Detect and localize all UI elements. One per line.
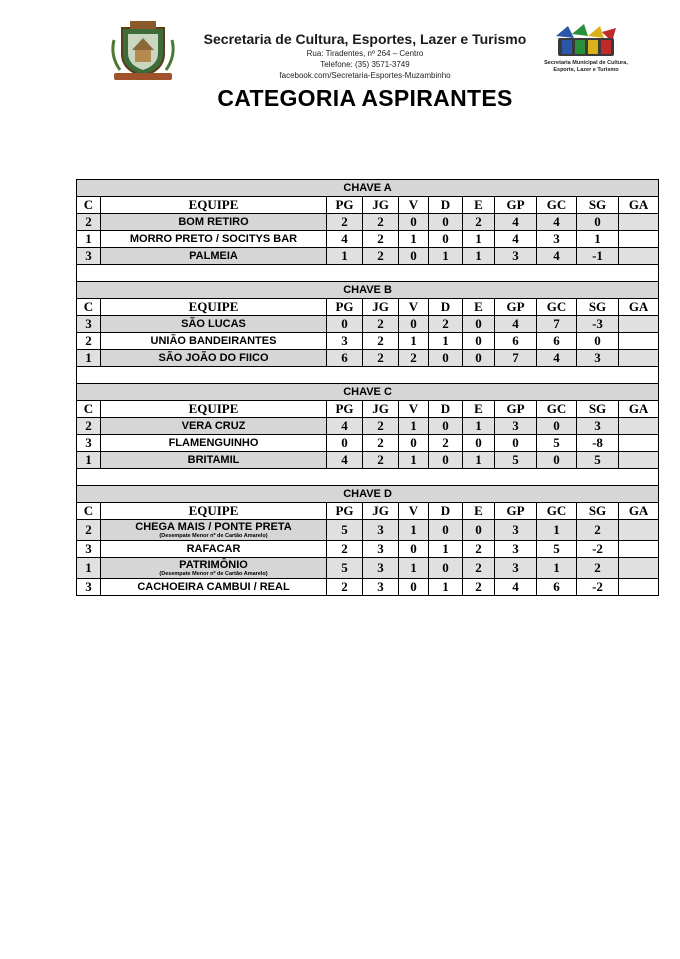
cell-e: 2 <box>463 579 495 596</box>
cell-gc: 5 <box>537 435 577 452</box>
team-row <box>77 350 659 367</box>
cell-d: 1 <box>429 541 463 558</box>
team-name: VERA CRUZ <box>181 420 246 432</box>
column-header-e: E <box>463 197 495 214</box>
column-header-jg: JG <box>363 197 399 214</box>
column-header-pg: PG <box>327 503 363 520</box>
team-row <box>77 316 659 333</box>
cell-d: 1 <box>429 579 463 596</box>
secretariat-logo-caption: Secretaria Municipal de Cultura, Esporte, Lazer e Turismo <box>544 60 628 73</box>
cell-ga <box>619 248 659 265</box>
cell-pg: 2 <box>327 541 363 558</box>
team-name-cell <box>101 435 327 452</box>
cell-c: 2 <box>77 520 101 541</box>
cell-gc: 6 <box>537 579 577 596</box>
cell-jg: 2 <box>363 435 399 452</box>
team-name-cell <box>101 231 327 248</box>
team-name-cell <box>101 541 327 558</box>
group-name: CHAVE A <box>77 180 659 197</box>
cell-e: 0 <box>463 435 495 452</box>
cell-gc: 0 <box>537 452 577 469</box>
cell-gc: 7 <box>537 316 577 333</box>
cell-v: 0 <box>399 316 429 333</box>
column-header-equipe: EQUIPE <box>101 401 327 418</box>
team-name-cell <box>101 418 327 435</box>
column-header-gc: GC <box>537 503 577 520</box>
group-header-row <box>77 486 659 503</box>
column-header-d: D <box>429 401 463 418</box>
cell-c: 3 <box>77 541 101 558</box>
cell-d: 1 <box>429 248 463 265</box>
cell-d: 2 <box>429 435 463 452</box>
cell-e: 0 <box>463 333 495 350</box>
team-row <box>77 248 659 265</box>
cell-d: 0 <box>429 558 463 579</box>
team-row <box>77 333 659 350</box>
cell-jg: 3 <box>363 541 399 558</box>
cell-pg: 1 <box>327 248 363 265</box>
team-name: PALMEIA <box>189 250 238 262</box>
cell-jg: 2 <box>363 452 399 469</box>
cell-d: 0 <box>429 231 463 248</box>
cell-pg: 6 <box>327 350 363 367</box>
tiebreak-note: (Desempate Menor nº de Cartão Amarelo) <box>159 533 268 539</box>
cell-gc: 6 <box>537 333 577 350</box>
cell-jg: 2 <box>363 350 399 367</box>
group-name: CHAVE C <box>77 384 659 401</box>
cell-ga <box>619 579 659 596</box>
column-header-v: V <box>399 401 429 418</box>
column-header-gc: GC <box>537 401 577 418</box>
team-name: UNIÃO BANDEIRANTES <box>150 335 277 347</box>
column-header-c: C <box>77 401 101 418</box>
team-row <box>77 452 659 469</box>
column-header-gp: GP <box>495 503 537 520</box>
team-name: PATRIMÔNIO <box>179 559 248 571</box>
cell-v: 0 <box>399 541 429 558</box>
cell-d: 2 <box>429 316 463 333</box>
cell-sg: -3 <box>577 316 619 333</box>
cell-ga <box>619 231 659 248</box>
cell-c: 3 <box>77 435 101 452</box>
group-name: CHAVE B <box>77 282 659 299</box>
column-header-sg: SG <box>577 197 619 214</box>
column-header-equipe: EQUIPE <box>101 299 327 316</box>
cell-pg: 0 <box>327 316 363 333</box>
cell-e: 1 <box>463 452 495 469</box>
column-header-row <box>77 197 659 214</box>
cell-d: 0 <box>429 418 463 435</box>
cell-v: 1 <box>399 520 429 541</box>
cell-v: 0 <box>399 435 429 452</box>
cell-pg: 2 <box>327 214 363 231</box>
cell-e: 2 <box>463 541 495 558</box>
cell-c: 3 <box>77 579 101 596</box>
cell-pg: 4 <box>327 231 363 248</box>
team-name: SÃO LUCAS <box>181 318 246 330</box>
cell-ga <box>619 214 659 231</box>
municipal-crest-logo <box>108 20 178 82</box>
column-header-ga: GA <box>619 401 659 418</box>
column-header-ga: GA <box>619 197 659 214</box>
team-name: BOM RETIRO <box>178 216 249 228</box>
cell-gp: 3 <box>495 558 537 579</box>
column-header-e: E <box>463 401 495 418</box>
cell-sg: -2 <box>577 579 619 596</box>
team-row <box>77 231 659 248</box>
cell-gp: 6 <box>495 333 537 350</box>
cell-sg: -8 <box>577 435 619 452</box>
team-row <box>77 541 659 558</box>
group-name: CHAVE D <box>77 486 659 503</box>
team-name: FLAMENGUINHO <box>168 437 259 449</box>
cell-pg: 5 <box>327 558 363 579</box>
cell-pg: 0 <box>327 435 363 452</box>
cell-v: 0 <box>399 248 429 265</box>
team-row <box>77 579 659 596</box>
cell-c: 3 <box>77 316 101 333</box>
team-row <box>77 520 659 541</box>
cell-v: 1 <box>399 418 429 435</box>
cell-gc: 3 <box>537 231 577 248</box>
cell-v: 0 <box>399 579 429 596</box>
cell-c: 1 <box>77 452 101 469</box>
cell-jg: 2 <box>363 418 399 435</box>
cell-sg: 3 <box>577 350 619 367</box>
column-header-equipe: EQUIPE <box>101 503 327 520</box>
column-header-jg: JG <box>363 401 399 418</box>
cell-sg: 0 <box>577 333 619 350</box>
cell-e: 1 <box>463 231 495 248</box>
cell-c: 1 <box>77 558 101 579</box>
team-name: BRITAMIL <box>187 454 240 466</box>
team-name: RAFACAR <box>186 543 241 555</box>
cell-jg: 2 <box>363 248 399 265</box>
team-name: SÃO JOÃO DO FIICO <box>158 352 269 364</box>
cell-e: 1 <box>463 248 495 265</box>
letterhead-text <box>180 30 550 81</box>
cell-e: 0 <box>463 316 495 333</box>
team-row <box>77 558 659 579</box>
cell-jg: 2 <box>363 333 399 350</box>
team-name-cell <box>101 333 327 350</box>
team-row <box>77 435 659 452</box>
column-header-gp: GP <box>495 401 537 418</box>
column-header-gc: GC <box>537 197 577 214</box>
cell-e: 1 <box>463 418 495 435</box>
column-header-e: E <box>463 503 495 520</box>
column-header-d: D <box>429 503 463 520</box>
cell-v: 1 <box>399 558 429 579</box>
cell-sg: 2 <box>577 520 619 541</box>
group-header-row <box>77 384 659 401</box>
cell-d: 1 <box>429 333 463 350</box>
cell-gp: 4 <box>495 231 537 248</box>
spacer-cell <box>77 469 659 486</box>
letterhead <box>0 0 680 120</box>
column-header-v: V <box>399 503 429 520</box>
cell-pg: 3 <box>327 333 363 350</box>
cell-v: 1 <box>399 452 429 469</box>
team-name: CACHOEIRA CAMBUI / REAL <box>137 581 290 593</box>
column-header-gp: GP <box>495 197 537 214</box>
cell-gc: 4 <box>537 350 577 367</box>
team-name: CHEGA MAIS / PONTE PRETA <box>135 521 292 533</box>
column-header-sg: SG <box>577 299 619 316</box>
column-header-row <box>77 299 659 316</box>
cell-gp: 3 <box>495 418 537 435</box>
column-header-ga: GA <box>619 299 659 316</box>
column-header-row <box>77 503 659 520</box>
column-header-pg: PG <box>327 401 363 418</box>
cell-gp: 3 <box>495 541 537 558</box>
cell-e: 2 <box>463 558 495 579</box>
cell-ga <box>619 316 659 333</box>
cell-c: 2 <box>77 214 101 231</box>
cell-d: 0 <box>429 214 463 231</box>
tiebreak-note: (Desempate Menor nº de Cartão Amarelo) <box>159 571 268 577</box>
cell-v: 0 <box>399 214 429 231</box>
column-header-equipe: EQUIPE <box>101 197 327 214</box>
cell-v: 1 <box>399 231 429 248</box>
team-name-cell <box>101 248 327 265</box>
column-header-sg: SG <box>577 503 619 520</box>
team-name-cell <box>101 579 327 596</box>
cell-gp: 4 <box>495 316 537 333</box>
cell-sg: 2 <box>577 558 619 579</box>
cell-ga <box>619 452 659 469</box>
cell-gc: 1 <box>537 520 577 541</box>
cell-gc: 4 <box>537 214 577 231</box>
cell-d: 0 <box>429 350 463 367</box>
spacer-cell <box>77 367 659 384</box>
cell-sg: 3 <box>577 418 619 435</box>
cell-gp: 4 <box>495 214 537 231</box>
team-name-cell <box>101 316 327 333</box>
cell-gc: 4 <box>537 248 577 265</box>
cell-c: 3 <box>77 248 101 265</box>
cell-pg: 2 <box>327 579 363 596</box>
column-header-pg: PG <box>327 299 363 316</box>
cell-ga <box>619 558 659 579</box>
cell-sg: -1 <box>577 248 619 265</box>
cell-sg: 1 <box>577 231 619 248</box>
team-name-cell <box>101 214 327 231</box>
phone-line: Telefone: (35) 3571-3749 <box>320 60 410 69</box>
cell-pg: 4 <box>327 452 363 469</box>
secretariat-logo <box>548 22 624 84</box>
group-spacer <box>77 469 659 486</box>
address-line: Rua: Tiradentes, nº 264 – Centro <box>306 49 424 58</box>
cell-jg: 2 <box>363 214 399 231</box>
cell-jg: 2 <box>363 316 399 333</box>
group-spacer <box>77 265 659 282</box>
column-header-ga: GA <box>619 503 659 520</box>
spacer-cell <box>77 265 659 282</box>
cell-pg: 4 <box>327 418 363 435</box>
cell-sg: -2 <box>577 541 619 558</box>
cell-gp: 4 <box>495 579 537 596</box>
column-header-v: V <box>399 299 429 316</box>
cell-jg: 3 <box>363 520 399 541</box>
cell-sg: 5 <box>577 452 619 469</box>
column-header-v: V <box>399 197 429 214</box>
category-title: CATEGORIA ASPIRANTES <box>217 85 513 111</box>
cell-c: 1 <box>77 231 101 248</box>
cell-gp: 3 <box>495 520 537 541</box>
column-header-c: C <box>77 197 101 214</box>
column-header-d: D <box>429 197 463 214</box>
cell-e: 2 <box>463 214 495 231</box>
group-spacer <box>77 367 659 384</box>
column-header-gc: GC <box>537 299 577 316</box>
column-header-e: E <box>463 299 495 316</box>
column-header-gp: GP <box>495 299 537 316</box>
team-name-cell <box>101 350 327 367</box>
cell-jg: 3 <box>363 579 399 596</box>
standings-table <box>76 179 659 596</box>
cell-c: 2 <box>77 418 101 435</box>
secretariat-title: Secretaria de Cultura, Esportes, Lazer e Turismo <box>203 31 527 47</box>
cell-e: 0 <box>463 520 495 541</box>
cell-ga <box>619 435 659 452</box>
group-header-row <box>77 180 659 197</box>
cell-sg: 0 <box>577 214 619 231</box>
cell-ga <box>619 541 659 558</box>
column-header-pg: PG <box>327 197 363 214</box>
cell-c: 1 <box>77 350 101 367</box>
column-header-row <box>77 401 659 418</box>
column-header-jg: JG <box>363 299 399 316</box>
cell-v: 2 <box>399 350 429 367</box>
cell-gp: 5 <box>495 452 537 469</box>
cell-gp: 7 <box>495 350 537 367</box>
cell-gc: 1 <box>537 558 577 579</box>
cell-ga <box>619 333 659 350</box>
team-name-cell <box>101 558 327 579</box>
facebook-line: facebook.com/Secretaria-Esportes-Muzambinho <box>279 71 451 80</box>
cell-ga <box>619 350 659 367</box>
cell-c: 2 <box>77 333 101 350</box>
cell-pg: 5 <box>327 520 363 541</box>
cell-e: 0 <box>463 350 495 367</box>
cell-ga <box>619 418 659 435</box>
cell-ga <box>619 520 659 541</box>
cell-gp: 3 <box>495 248 537 265</box>
team-name-cell <box>101 520 327 541</box>
team-name: MORRO PRETO / SOCITYS BAR <box>129 233 298 245</box>
team-row <box>77 418 659 435</box>
cell-d: 0 <box>429 520 463 541</box>
cell-gc: 0 <box>537 418 577 435</box>
cell-d: 0 <box>429 452 463 469</box>
cell-gp: 0 <box>495 435 537 452</box>
column-header-c: C <box>77 503 101 520</box>
group-header-row <box>77 282 659 299</box>
column-header-sg: SG <box>577 401 619 418</box>
cell-gc: 5 <box>537 541 577 558</box>
column-header-d: D <box>429 299 463 316</box>
column-header-c: C <box>77 299 101 316</box>
team-name-cell <box>101 452 327 469</box>
column-header-jg: JG <box>363 503 399 520</box>
cell-jg: 2 <box>363 231 399 248</box>
cell-v: 1 <box>399 333 429 350</box>
cell-jg: 3 <box>363 558 399 579</box>
team-row <box>77 214 659 231</box>
